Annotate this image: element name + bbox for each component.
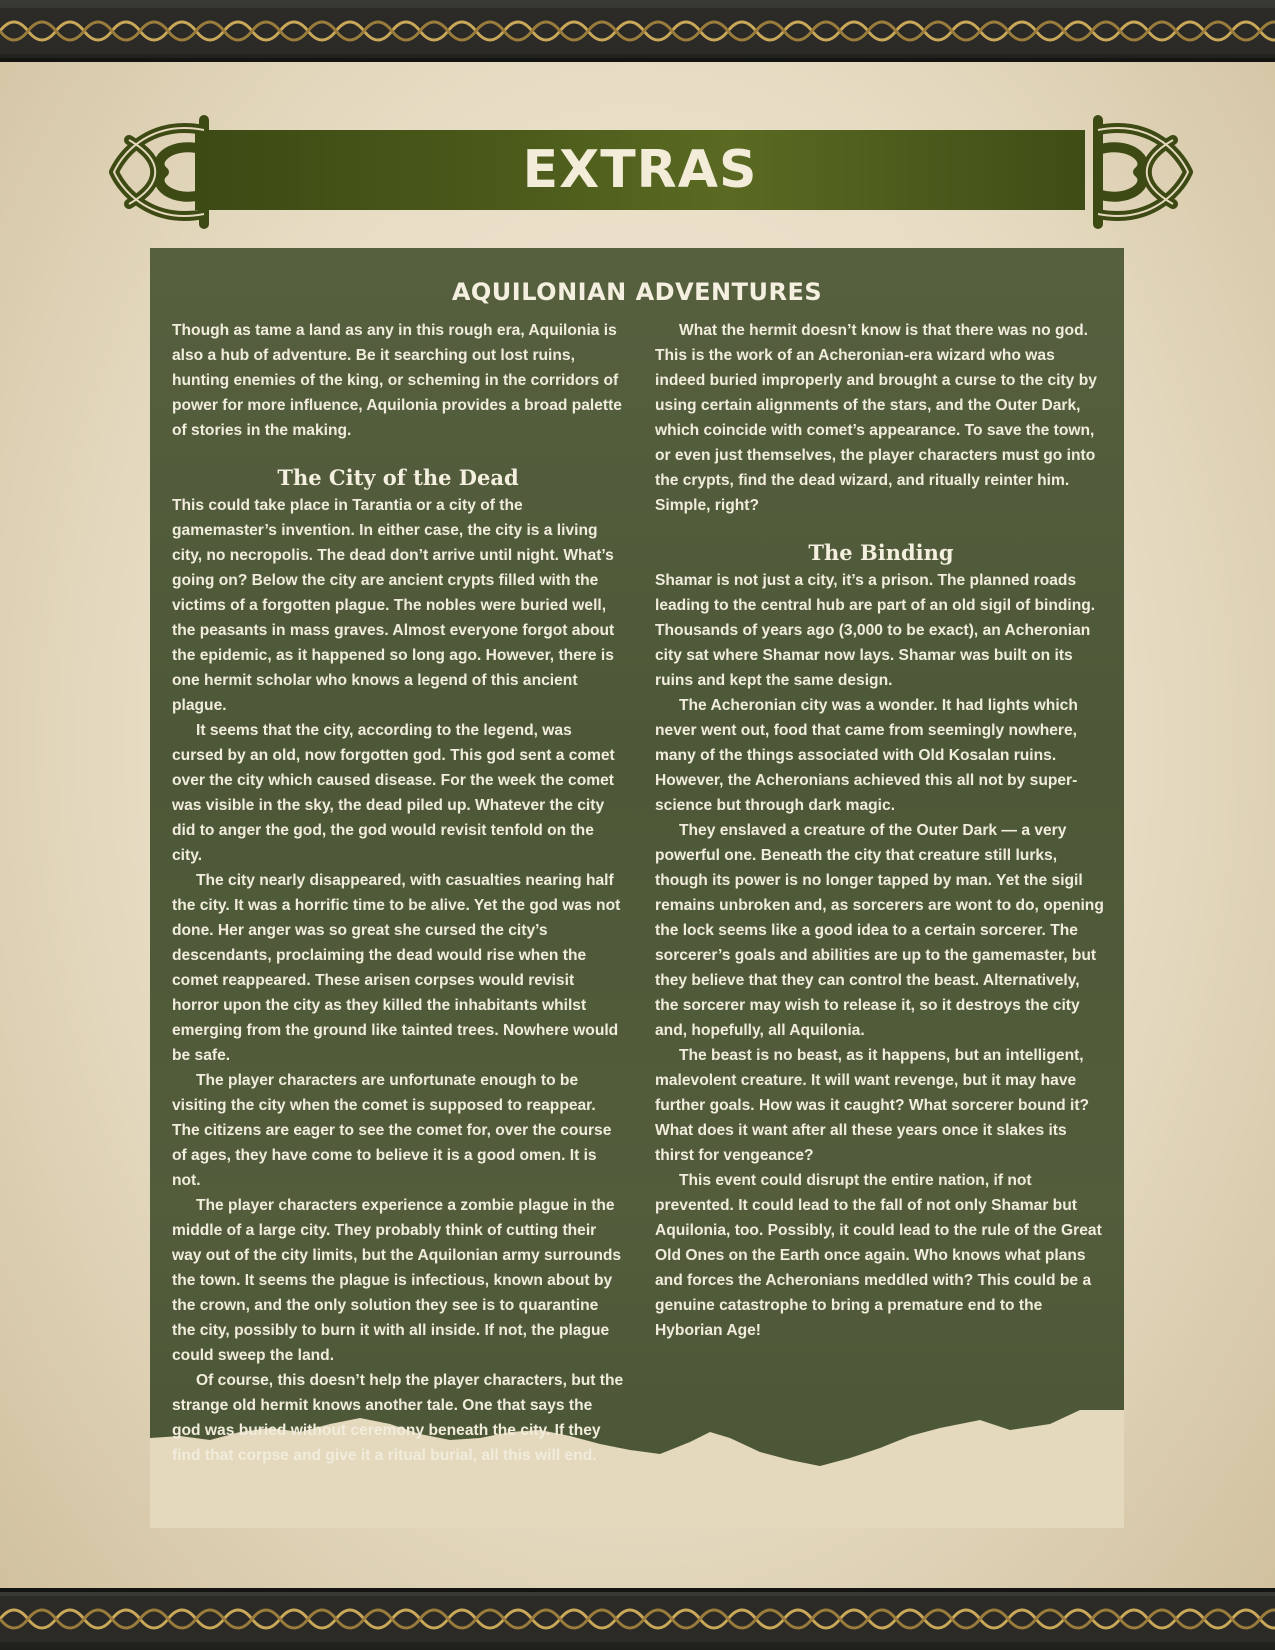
heading-city-of-the-dead: The City of the Dead bbox=[277, 465, 519, 490]
page-title: EXTRAS bbox=[522, 140, 758, 200]
paragraph: They enslaved a creature of the Outer Dark — a very powerful one. Beneath the city that creature still lurks, though its power is no longer tapped by man. Yet the sigil remains unbroken and, as sorcerers are wont to do, opening the lock seems like a good idea to a certain sorcerer. The sorcerer’s goals and abilities are up to the gamemaster, but they believe that they can control the beast. Alternatively, the sorcerer may wish to release it, so it destroys the city and, hopefully, all Aquilonia. bbox=[655, 822, 1104, 1039]
paragraph: The Acheronian city was a wonder. It had lights which never went out, food that came from seemingly nowhere, many of the things associated with Old Kosalan ruins. However, the Acheronians achieved this all not by super-science but through dark magic. bbox=[655, 697, 1078, 814]
paragraph: Of course, this doesn’t help the player characters, but the strange old hermit knows another tale. One that says the god was buried without ceremony beneath the city. If they find that corpse and give it a ritual burial, all this will end. bbox=[172, 1372, 624, 1464]
paragraph: The city nearly disappeared, with casualties nearing half the city. It was a horrific time to be alive. Yet the god was not done. Her anger was so great she cursed the city’s descendants, proclaiming the dead would rise when the comet reappeared. These arisen corpses would revisit horror upon the city as they killed the inhabitants whilst emerging from the ground like tainted trees. Nowhere would be safe. bbox=[172, 872, 621, 1064]
paragraph: This event could disrupt the entire nation, if not prevented. It could lead to the fall of not only Shamar but Aquilonia, too. Possibly, it could lead to the rule of the Great Old Ones on the Earth once again. Who knows what plans and forces the Acheronians meddled with? This could be a genuine catastrophe to bring a premature end to the Hyborian Age! bbox=[655, 1172, 1102, 1339]
paragraph: Shamar is not just a city, it’s a prison. The planned roads leading to the central hub are part of an old sigil of binding. Thousands of years ago (3,000 to be exact), an Acheronian city sat where Shamar now lays. Shamar was built on its ruins and kept the same design. bbox=[655, 572, 1096, 689]
celtic-knot-right-icon bbox=[1078, 110, 1198, 234]
bottom-ornamental-border bbox=[0, 1588, 1275, 1650]
top-ornamental-border bbox=[0, 0, 1275, 62]
left-column bbox=[172, 318, 624, 1468]
paragraph: It seems that the city, according to the legend, was cursed by an old, now forgotten god. This god sent a comet over the city which caused disease. For the week the comet was visible in the sky, the dead piled up. Whatever the city did to anger the god, the god would revisit tenfold on the city. bbox=[172, 722, 615, 864]
paragraph: This could take place in Tarantia or a city of the gamemaster’s invention. In either case, the city is a living city, no necropolis. The dead don’t arrive until night. What’s going on? Below the city are ancient crypts filled with the victims of a forgotten plague. The nobles were buried well, the peasants in mass graves. Almost everyone forgot about the epidemic, as it happened so long ago. However, there is one hermit scholar who knows a legend of this ancient plague. bbox=[172, 497, 615, 714]
paragraph: The player characters experience a zombie plague in the middle of a large city. They probably think of cutting their way out of the city limits, but the Aquilonian army surrounds the town. It seems the plague is infectious, known about by the crown, and the only solution they see is to quarantine the city, possibly to burn it with all inside. If not, the plague could sweep the land. bbox=[172, 1197, 622, 1364]
right-column bbox=[655, 318, 1107, 1343]
paragraph: The player characters are unfortunate enough to be visiting the city when the comet is supposed to reappear. The citizens are eager to see the comet for, over the course of ages, they have come to believe it is a good omen. It is not. bbox=[172, 1072, 612, 1189]
paragraph: What the hermit doesn’t know is that there was no god. This is the work of an Acheronian-era wizard who was indeed buried improperly and brought a curse to the city by using certain alignments of the stars, and the Outer Dark, which coincide with comet’s appearance. To save the town, or even just themselves, the player characters must go into the crypts, find the dead wizard, and ritually reinter him. Simple, right? bbox=[655, 322, 1097, 514]
intro-paragraph: Though as tame a land as any in this rough era, Aquilonia is also a hub of adventure. Be it searching out lost ruins, hunting enemies of the king, or scheming in the corridors of power for more influence, Aquilonia provides a broad palette of stories in the making. bbox=[172, 322, 622, 439]
section-title: AQUILONIAN ADVENTURES bbox=[451, 278, 823, 306]
paragraph: The beast is no beast, as it happens, but an intelligent, malevolent creature. It will want revenge, but it may have further goals. How was it caught? What sorcerer bound it? What does it want after all these years once it slakes its thirst for vengeance? bbox=[655, 1047, 1090, 1164]
heading-the-binding: The Binding bbox=[808, 540, 954, 565]
scroll-border-ornament bbox=[0, 1588, 1275, 1650]
scroll-border-ornament bbox=[0, 0, 1275, 62]
celtic-knot-left-icon bbox=[104, 110, 224, 234]
title-banner bbox=[195, 130, 1085, 210]
